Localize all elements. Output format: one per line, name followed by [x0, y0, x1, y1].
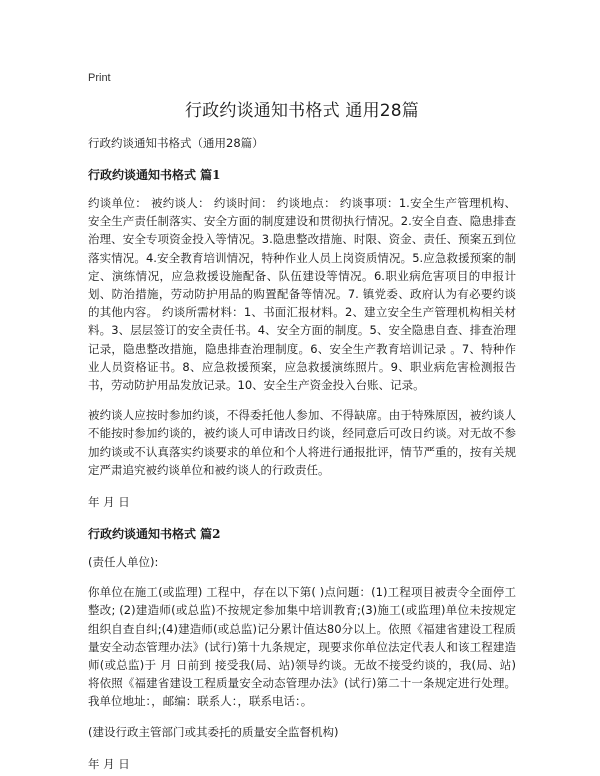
section-1-paragraph-1: 约谈单位： 被约谈人： 约谈时间： 约谈地点： 约谈事项：1.安全生产管理机构、安全生产责任制落实、安全方面的制度建设和贯彻执行情况。2.安全自查、隐患排查治理、安全专项资金投入等情况。3.隐患整改措施、时限、资金、责任、预案五到位落实情况。4.安全教育培训情况，特种作业人员上岗资质情况。5.应急救援预案的制定、演练情况，应急救援设施配备、队伍建设等情况。6.职业病危害项目的申报计划、防治措施，劳动防护用品的购置配备等情况。7. 镇党委、政府认为有必要约谈的其他内容。 约谈所需材料：1、书面汇报材料。2、建立安全生产管理机构相关材料。3、层层签订的安全责任书。4、安全方面的制度。5、安全隐患自查、排查治理记录，隐患整改措施，隐患排查治理制度。6、安全生产教育培训记录 。7、特种作业人员资格证书。8、应急救援预案，应急救援演练照片。9、职业病危害检测报告书，劳动防护用品发放记录。10、安全生产资金投入台账、记录。 — [88, 196, 516, 393]
section-2-date: 年 月 日 — [88, 756, 130, 771]
document-subtitle: 行政约谈通知书格式（通用28篇） — [88, 136, 264, 150]
section-2-paragraph-1: (责任人单位): — [88, 555, 159, 570]
document-title: 行政约谈通知书格式 通用28篇 — [184, 101, 420, 121]
section-2-paragraph-3: (建设行政主管部门或其委托的质量安全监督机构) — [88, 724, 339, 739]
section-1-heading: 行政约谈通知书格式 篇1 — [88, 168, 221, 182]
section-1-date: 年 月 日 — [88, 495, 130, 510]
section-1 — [88, 166, 516, 511]
section-2-paragraph-2: 你单位在施工(或监理) 工程中，存在以下第( )点问题：(1)工程项目被责令全面停工整改; (2)建造师(或总监)不按规定参加集中培训教育;(3)施工(或监理)单位未按规定组织自查自纠;(4)建造师(或总监)记分累计值达80分以上。依照《福建省建设工程质量安全动态管理办法》(试行)第十九条规定，现要求你单位法定代表人和该工程建造师(或总监)于 月 日前到 接受我(局、站)领导约谈。无故不接受约谈的，我(局、站)将依照《福建省建设工程质量安全动态管理办法》(试行)第二十一条规定进行处理。我单位地址：，邮编：联系人：，联系电话：。 — [88, 585, 516, 709]
section-2-heading: 行政约谈通知书格式 篇2 — [88, 527, 221, 542]
document-page — [88, 64, 516, 773]
section-1-paragraph-2: 被约谈人应按时参加约谈，不得委托他人参加、不得缺席。由于特殊原因，被约谈人不能按时参加约谈的，被约谈人可申请改日约谈，经同意后可改日约谈。对无故不参加约谈或不认真落实约谈要求的单位和个人将进行通报批评，情节严重的，按有关规定严肃追究被约谈单位和被约谈人的行政责任。 — [88, 408, 516, 477]
print-link[interactable]: Print — [88, 72, 111, 84]
section-2 — [88, 525, 516, 773]
